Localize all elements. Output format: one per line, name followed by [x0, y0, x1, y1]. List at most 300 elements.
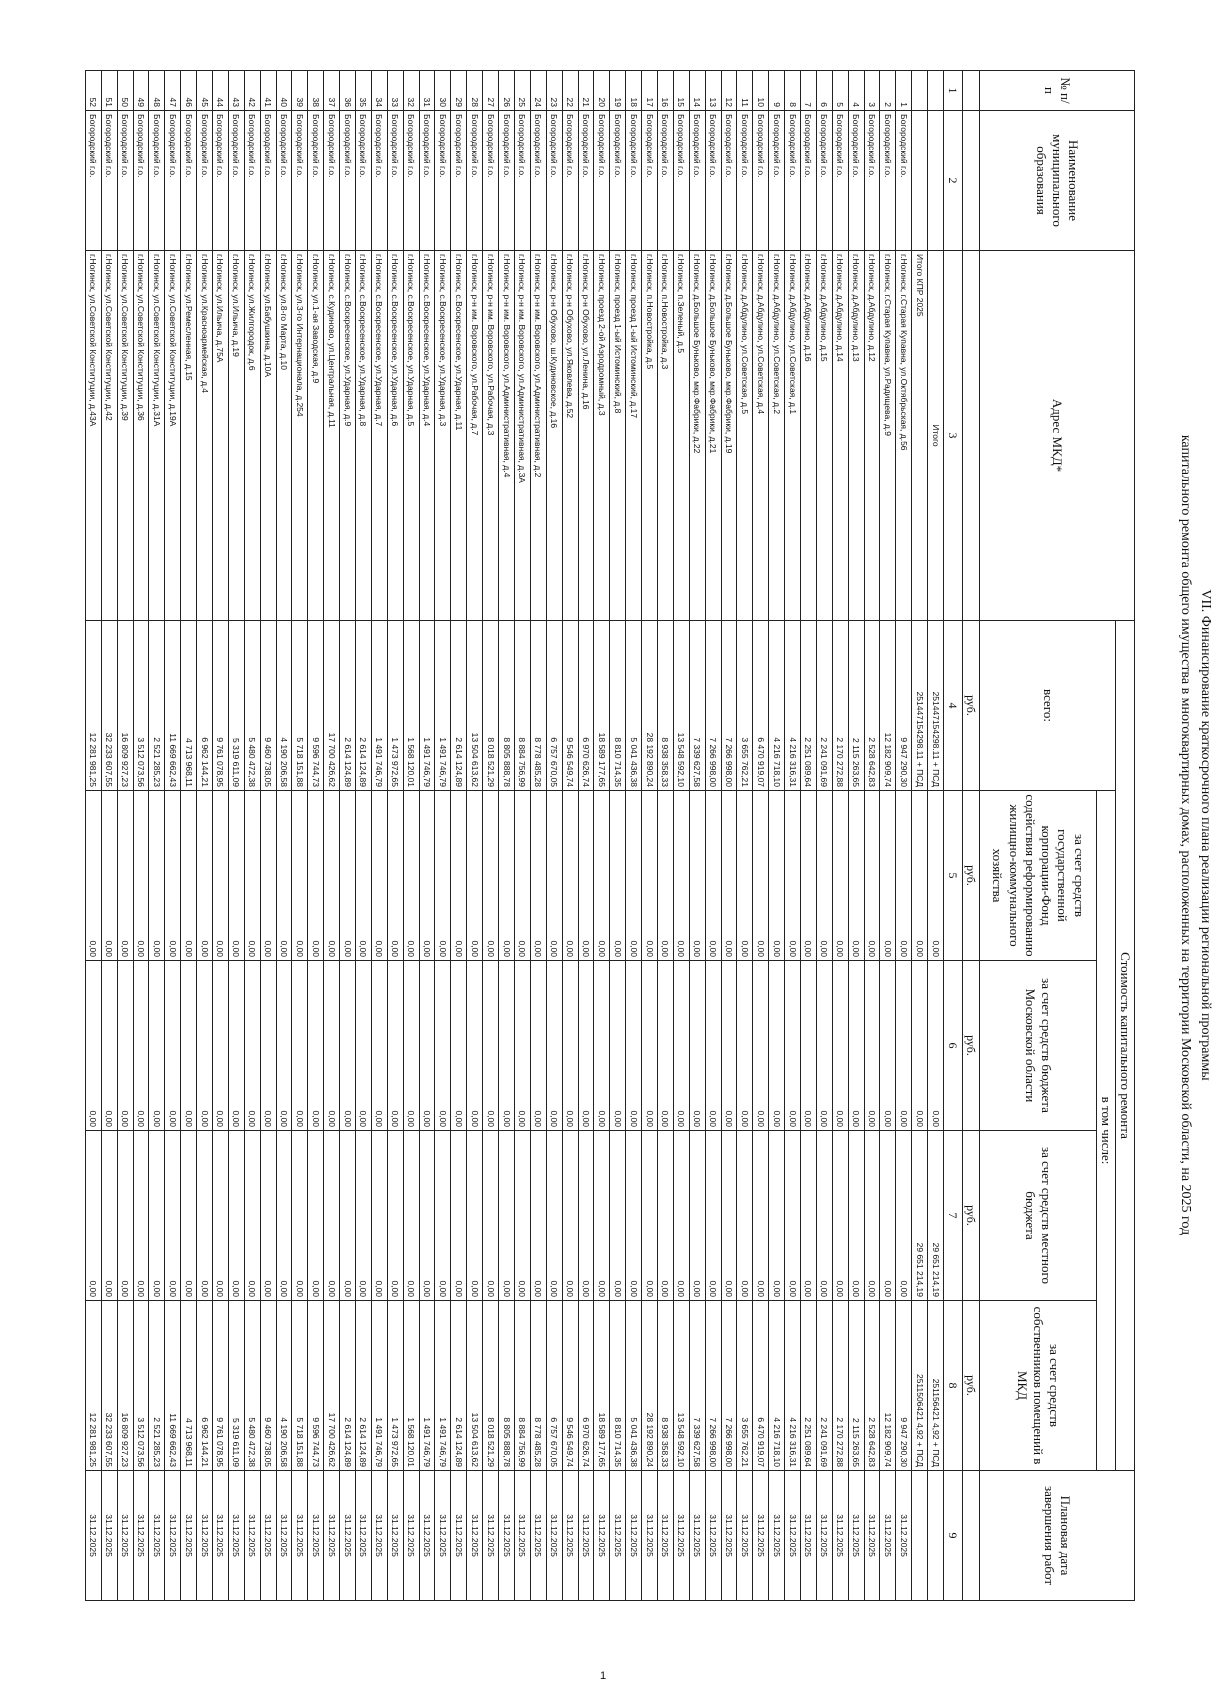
row-address: г.Ногинск, ул.3-го Интернационала, д.254	[292, 251, 308, 621]
row-number: 2	[880, 71, 896, 111]
row-address: г.Ногинск, ул.Ремесленная, д.15	[181, 251, 197, 621]
row-local: 0,00	[769, 1131, 785, 1301]
row-total: 9 546 549,74	[562, 621, 578, 791]
row-fund: 0,00	[165, 791, 181, 961]
row-regional: 0,00	[149, 961, 165, 1131]
row-municipality: Богородский г.о.	[785, 111, 801, 251]
table-row	[260, 71, 276, 1601]
row-owners: 6 470 919,07	[753, 1301, 769, 1471]
row-number: 3	[864, 71, 880, 111]
row-date: 31.12.2025	[737, 1471, 753, 1601]
row-municipality: Богородский г.о.	[594, 111, 610, 251]
row-owners: 13 548 592,10	[673, 1301, 689, 1471]
row-number: 51	[101, 71, 117, 111]
row-total: 2 115 263,65	[848, 621, 864, 791]
row-owners: 3 655 762,21	[737, 1301, 753, 1471]
row-address: г.Ногинск, ул.Советской Конституции, д.19А	[165, 251, 181, 621]
row-total: 28 192 890,24	[642, 621, 658, 791]
row-regional: 0,00	[880, 961, 896, 1131]
row-owners: 2 614 124,89	[340, 1301, 356, 1471]
row-total: 17 700 426,62	[324, 621, 340, 791]
row-local: 0,00	[387, 1131, 403, 1301]
row-fund: 0,00	[181, 791, 197, 961]
row-total: 5 319 611,09	[228, 621, 244, 791]
row-local: 0,00	[610, 1131, 626, 1301]
row-regional: 0,00	[626, 961, 642, 1131]
row-total: 12 182 909,74	[880, 621, 896, 791]
row-regional: 0,00	[642, 961, 658, 1131]
row-address: г.Ногинск, ул.Советской Конституции, д.39	[117, 251, 133, 621]
total-kpr-sum: 251447154298.11 + ПСД	[912, 621, 928, 791]
row-total: 4 190 206,58	[276, 621, 292, 791]
row-regional: 0,00	[85, 961, 101, 1131]
row-address: г.Ногинск, д.Абдулино, д.14	[832, 251, 848, 621]
table-row	[467, 71, 483, 1601]
row-regional: 0,00	[721, 961, 737, 1131]
row-fund: 0,00	[435, 791, 451, 961]
row-fund: 0,00	[499, 791, 515, 961]
row-number: 42	[244, 71, 260, 111]
row-fund: 0,00	[213, 791, 229, 961]
row-number: 45	[197, 71, 213, 111]
row-owners: 2 528 642,83	[864, 1301, 880, 1471]
row-fund: 0,00	[356, 791, 372, 961]
row-address: г.Ногинск, д.Большое Буньково, мкр.Фабрики, д.22	[689, 251, 705, 621]
row-local: 0,00	[657, 1131, 673, 1301]
unit-empty-2	[963, 111, 980, 251]
table-row	[530, 71, 546, 1601]
row-regional: 0,00	[896, 961, 912, 1131]
row-fund: 0,00	[340, 791, 356, 961]
total-kpr-regional: 0,00	[912, 961, 928, 1131]
row-date: 31.12.2025	[626, 1471, 642, 1601]
row-address: г.Ногинск, р-н им. Воровского, ул.Рабочая, д.3	[483, 251, 499, 621]
row-local: 0,00	[371, 1131, 387, 1301]
table-row	[371, 71, 387, 1601]
row-date: 31.12.2025	[244, 1471, 260, 1601]
row-fund: 0,00	[721, 791, 737, 961]
row-local: 0,00	[340, 1131, 356, 1301]
row-number: 40	[276, 71, 292, 111]
row-regional: 0,00	[371, 961, 387, 1131]
table-row	[244, 71, 260, 1601]
page-number: 1	[600, 1670, 607, 1682]
row-municipality: Богородский г.о.	[546, 111, 562, 251]
row-regional: 0,00	[562, 961, 578, 1131]
table-row	[816, 71, 832, 1601]
row-fund: 0,00	[816, 791, 832, 961]
row-total: 8 018 521,29	[483, 621, 499, 791]
row-number: 47	[165, 71, 181, 111]
row-fund: 0,00	[832, 791, 848, 961]
table-row	[149, 71, 165, 1601]
row-municipality: Богородский г.о.	[705, 111, 721, 251]
row-date: 31.12.2025	[514, 1471, 530, 1601]
table-row	[101, 71, 117, 1601]
col-number: 4	[944, 621, 963, 791]
row-fund: 0,00	[642, 791, 658, 961]
row-local: 0,00	[626, 1131, 642, 1301]
row-date: 31.12.2025	[864, 1471, 880, 1601]
row-fund: 0,00	[467, 791, 483, 961]
row-municipality: Богородский г.о.	[276, 111, 292, 251]
row-number: 30	[435, 71, 451, 111]
total-kpr-fund: 0,00	[912, 791, 928, 961]
row-total: 1 491 746,79	[419, 621, 435, 791]
row-municipality: Богородский г.о.	[483, 111, 499, 251]
total-kpr-cell-mun	[912, 111, 928, 251]
row-date: 31.12.2025	[292, 1471, 308, 1601]
row-local: 0,00	[117, 1131, 133, 1301]
row-date: 31.12.2025	[499, 1471, 515, 1601]
row-regional: 0,00	[213, 961, 229, 1131]
header-local: за счет средств местного бюджета	[980, 1131, 1097, 1301]
row-date: 31.12.2025	[721, 1471, 737, 1601]
row-owners: 11 669 662,43	[165, 1301, 181, 1471]
row-owners: 9 460 738,05	[260, 1301, 276, 1471]
row-regional: 0,00	[514, 961, 530, 1131]
row-owners: 32 233 607,55	[101, 1301, 117, 1471]
row-regional: 0,00	[451, 961, 467, 1131]
row-total: 6 470 919,07	[753, 621, 769, 791]
row-owners: 3 512 073,56	[133, 1301, 149, 1471]
row-address: г.Ногинск, ул.Советской Конституции, д.43А	[85, 251, 101, 621]
row-regional: 0,00	[578, 961, 594, 1131]
row-date: 31.12.2025	[324, 1471, 340, 1601]
row-number: 34	[371, 71, 387, 111]
row-owners: 5 319 611,09	[228, 1301, 244, 1471]
row-date: 31.12.2025	[340, 1471, 356, 1601]
row-number: 39	[292, 71, 308, 111]
row-local: 0,00	[864, 1131, 880, 1301]
row-total: 2 241 091,69	[816, 621, 832, 791]
row-fund: 0,00	[228, 791, 244, 961]
row-municipality: Богородский г.о.	[260, 111, 276, 251]
row-number: 21	[578, 71, 594, 111]
table-row	[483, 71, 499, 1601]
row-owners: 9 761 078,95	[213, 1301, 229, 1471]
row-regional: 0,00	[356, 961, 372, 1131]
table-row	[546, 71, 562, 1601]
row-address: г.Ногинск, проезд 1-ый Истоминский, д.8	[610, 251, 626, 621]
row-total: 5 041 436,38	[626, 621, 642, 791]
row-total: 32 233 607,55	[101, 621, 117, 791]
row-address: г.Ногинск, с.Воскресенское, ул.Ударная, д.6	[387, 251, 403, 621]
row-local: 0,00	[165, 1131, 181, 1301]
row-municipality: Богородский г.о.	[308, 111, 324, 251]
row-date: 31.12.2025	[356, 1471, 372, 1601]
row-date: 31.12.2025	[546, 1471, 562, 1601]
table-row	[800, 71, 816, 1601]
table-row	[514, 71, 530, 1601]
row-municipality: Богородский г.о.	[769, 111, 785, 251]
row-local: 0,00	[753, 1131, 769, 1301]
row-date: 31.12.2025	[689, 1471, 705, 1601]
col-number: 2	[944, 111, 963, 251]
row-local: 0,00	[673, 1131, 689, 1301]
total-sum: 251447154298.11 + ПСД	[928, 621, 944, 791]
row-owners: 5 041 436,38	[626, 1301, 642, 1471]
row-owners: 1 473 972,65	[387, 1301, 403, 1471]
total-owners: 251156421 4,92 + ПСД	[928, 1301, 944, 1471]
row-total: 9 596 744,73	[308, 621, 324, 791]
row-local: 0,00	[85, 1131, 101, 1301]
row-owners: 7 266 998,00	[705, 1301, 721, 1471]
row-local: 0,00	[562, 1131, 578, 1301]
table-row	[340, 71, 356, 1601]
row-date: 31.12.2025	[673, 1471, 689, 1601]
row-municipality: Богородский г.о.	[816, 111, 832, 251]
row-address: г.Ногинск, п.Новостройка, д.3	[657, 251, 673, 621]
row-regional: 0,00	[785, 961, 801, 1131]
table-row	[753, 71, 769, 1601]
row-date: 31.12.2025	[530, 1471, 546, 1601]
row-regional: 0,00	[816, 961, 832, 1131]
header-address: Адрес МКД*	[980, 251, 1135, 621]
row-fund: 0,00	[562, 791, 578, 961]
col-number: 1	[944, 71, 963, 111]
row-local: 0,00	[514, 1131, 530, 1301]
row-regional: 0,00	[483, 961, 499, 1131]
row-total: 2 521 285,23	[149, 621, 165, 791]
row-address: г.Ногинск, д.Абдулино, ул.Советская, д.4	[753, 251, 769, 621]
row-municipality: Богородский г.о.	[165, 111, 181, 251]
table-row	[451, 71, 467, 1601]
row-address: г.Ногинск, ул.Ильича, д.19	[228, 251, 244, 621]
row-local: 0,00	[530, 1131, 546, 1301]
row-total: 6 962 144,21	[197, 621, 213, 791]
row-total: 2 614 124,89	[340, 621, 356, 791]
row-owners: 17 700 426,62	[324, 1301, 340, 1471]
row-address: г.Ногинск, проезд 2-ой Аэродромный, д.3	[594, 251, 610, 621]
row-number: 20	[594, 71, 610, 111]
row-number: 24	[530, 71, 546, 111]
row-number: 27	[483, 71, 499, 111]
row-total: 6 970 626,74	[578, 621, 594, 791]
row-local: 0,00	[546, 1131, 562, 1301]
row-fund: 0,00	[292, 791, 308, 961]
row-date: 31.12.2025	[483, 1471, 499, 1601]
row-regional: 0,00	[181, 961, 197, 1131]
row-address: г.Ногинск, р-н Обухово, ул.Ленина, д.16	[578, 251, 594, 621]
row-fund: 0,00	[864, 791, 880, 961]
table-row	[896, 71, 912, 1601]
row-address: г.Ногинск, с.Кудиново, ул.Центральная, д.11	[324, 251, 340, 621]
table-row	[880, 71, 896, 1601]
unit-empty-3	[963, 251, 980, 621]
row-owners: 8 938 358,33	[657, 1301, 673, 1471]
row-owners: 16 809 927,23	[117, 1301, 133, 1471]
row-number: 10	[753, 71, 769, 111]
total-kpr-owners: 2511506421 4,92 + ПСД	[912, 1301, 928, 1471]
row-total: 2 170 272,88	[832, 621, 848, 791]
row-address: г.Ногинск, п.Новостройка, д.5	[642, 251, 658, 621]
total-kpr-local: 29 651 214,19	[912, 1131, 928, 1301]
row-date: 31.12.2025	[642, 1471, 658, 1601]
table-row	[292, 71, 308, 1601]
row-owners: 4 713 968,11	[181, 1301, 197, 1471]
row-number: 23	[546, 71, 562, 111]
row-total: 7 339 627,58	[689, 621, 705, 791]
row-total: 11 669 662,43	[165, 621, 181, 791]
row-owners: 1 491 746,79	[371, 1301, 387, 1471]
row-address: г.Ногинск, ул.Советской Конституции, д.42	[101, 251, 117, 621]
row-municipality: Богородский г.о.	[626, 111, 642, 251]
row-total: 7 266 998,00	[721, 621, 737, 791]
row-date: 31.12.2025	[562, 1471, 578, 1601]
row-owners: 8 018 521,29	[483, 1301, 499, 1471]
table-row	[419, 71, 435, 1601]
row-address: г.Ногинск, д.Абдулино, д.12	[864, 251, 880, 621]
row-date: 31.12.2025	[610, 1471, 626, 1601]
row-address: г.Ногинск, д.Абдулино, ул.Советская, д.1	[785, 251, 801, 621]
row-owners: 13 504 613,62	[467, 1301, 483, 1471]
total-cell-num	[928, 71, 944, 111]
col-number: 5	[944, 791, 963, 961]
row-number: 25	[514, 71, 530, 111]
row-total: 5 480 472,38	[244, 621, 260, 791]
row-date: 31.12.2025	[800, 1471, 816, 1601]
row-local: 0,00	[483, 1131, 499, 1301]
row-fund: 0,00	[610, 791, 626, 961]
row-total: 8 778 485,28	[530, 621, 546, 791]
row-local: 0,00	[260, 1131, 276, 1301]
row-date: 31.12.2025	[387, 1471, 403, 1601]
row-total: 2 251 089,64	[800, 621, 816, 791]
row-local: 0,00	[832, 1131, 848, 1301]
table-row	[578, 71, 594, 1601]
row-total: 3 655 762,21	[737, 621, 753, 791]
row-municipality: Богородский г.о.	[117, 111, 133, 251]
row-municipality: Богородский г.о.	[419, 111, 435, 251]
row-local: 0,00	[324, 1131, 340, 1301]
row-address: г.Ногинск, д.Абдулино, ул.Советская, д.5	[737, 251, 753, 621]
row-date: 31.12.2025	[213, 1471, 229, 1601]
row-date: 31.12.2025	[594, 1471, 610, 1601]
document-subtitle: капитального ремонта общего имущества в многоквартирных домах, расположенных на территории Московской области, на 2025 год	[1178, 434, 1193, 1236]
row-date: 31.12.2025	[848, 1471, 864, 1601]
row-date: 31.12.2025	[880, 1471, 896, 1601]
row-total: 9 947 290,30	[896, 621, 912, 791]
col-number: 7	[944, 1131, 963, 1301]
row-local: 0,00	[292, 1131, 308, 1301]
table-row	[864, 71, 880, 1601]
total-row	[928, 71, 944, 1601]
row-address: г.Ногинск, с.Воскресенское, ул.Ударная, д.5	[403, 251, 419, 621]
row-owners: 2 170 272,88	[832, 1301, 848, 1471]
row-total: 1 491 746,79	[371, 621, 387, 791]
header-date: Плановая дата завершения работ	[980, 1471, 1135, 1601]
row-fund: 0,00	[689, 791, 705, 961]
row-municipality: Богородский г.о.	[832, 111, 848, 251]
row-fund: 0,00	[85, 791, 101, 961]
table-row	[85, 71, 101, 1601]
row-fund: 0,00	[483, 791, 499, 961]
row-fund: 0,00	[197, 791, 213, 961]
row-municipality: Богородский г.о.	[197, 111, 213, 251]
row-address: г.Ногинск, ул.Ильича, д.75А	[213, 251, 229, 621]
row-date: 31.12.2025	[705, 1471, 721, 1601]
header-total: всего:	[980, 621, 1116, 791]
row-fund: 0,00	[451, 791, 467, 961]
row-number: 15	[673, 71, 689, 111]
row-total: 1 491 746,79	[435, 621, 451, 791]
row-owners: 1 491 746,79	[419, 1301, 435, 1471]
table-row	[769, 71, 785, 1601]
row-owners: 12 182 909,74	[880, 1301, 896, 1471]
row-fund: 0,00	[880, 791, 896, 961]
table-row	[181, 71, 197, 1601]
row-owners: 5 718 151,88	[292, 1301, 308, 1471]
table-row	[626, 71, 642, 1601]
row-regional: 0,00	[689, 961, 705, 1131]
row-municipality: Богородский г.о.	[657, 111, 673, 251]
table-row	[356, 71, 372, 1601]
row-regional: 0,00	[324, 961, 340, 1131]
row-address: г.Ногинск, с.Воскресенское, ул.Ударная, д.8	[356, 251, 372, 621]
row-owners: 8 810 714,35	[610, 1301, 626, 1471]
header-municipality: Наименование муниципального образования	[980, 111, 1135, 251]
document-title: VII. Финансирование краткосрочного плана реализации региональной программы	[1198, 589, 1213, 1081]
row-date: 31.12.2025	[657, 1471, 673, 1601]
row-regional: 0,00	[165, 961, 181, 1131]
row-regional: 0,00	[117, 961, 133, 1131]
row-municipality: Богородский г.о.	[610, 111, 626, 251]
row-number: 22	[562, 71, 578, 111]
row-local: 0,00	[499, 1131, 515, 1301]
row-municipality: Богородский г.о.	[673, 111, 689, 251]
row-owners: 1 491 746,79	[435, 1301, 451, 1471]
row-local: 0,00	[785, 1131, 801, 1301]
row-municipality: Богородский г.о.	[514, 111, 530, 251]
row-municipality: Богородский г.о.	[371, 111, 387, 251]
row-number: 52	[85, 71, 101, 111]
row-number: 17	[642, 71, 658, 111]
row-fund: 0,00	[673, 791, 689, 961]
total-date	[928, 1471, 944, 1601]
row-municipality: Богородский г.о.	[562, 111, 578, 251]
row-fund: 0,00	[514, 791, 530, 961]
row-date: 31.12.2025	[181, 1471, 197, 1601]
row-total: 2 614 124,89	[356, 621, 372, 791]
row-number: 44	[213, 71, 229, 111]
table-row	[165, 71, 181, 1601]
row-date: 31.12.2025	[403, 1471, 419, 1601]
row-local: 0,00	[737, 1131, 753, 1301]
row-date: 31.12.2025	[117, 1471, 133, 1601]
row-owners: 8 778 485,28	[530, 1301, 546, 1471]
total-kpr-label: Итого КПР 2025	[912, 251, 928, 621]
table-row	[785, 71, 801, 1601]
row-total: 8 938 358,33	[657, 621, 673, 791]
row-address: г.Ногинск, ул.Жилгородок, д.6	[244, 251, 260, 621]
row-number: 7	[800, 71, 816, 111]
row-number: 5	[832, 71, 848, 111]
row-local: 0,00	[721, 1131, 737, 1301]
row-regional: 0,00	[657, 961, 673, 1131]
row-owners: 7 339 627,58	[689, 1301, 705, 1471]
table-row	[657, 71, 673, 1601]
row-local: 0,00	[467, 1131, 483, 1301]
row-date: 31.12.2025	[753, 1471, 769, 1601]
row-local: 0,00	[101, 1131, 117, 1301]
table-row	[673, 71, 689, 1601]
row-fund: 0,00	[403, 791, 419, 961]
row-local: 0,00	[228, 1131, 244, 1301]
row-date: 31.12.2025	[101, 1471, 117, 1601]
financing-table	[85, 70, 1135, 1601]
row-date: 31.12.2025	[276, 1471, 292, 1601]
